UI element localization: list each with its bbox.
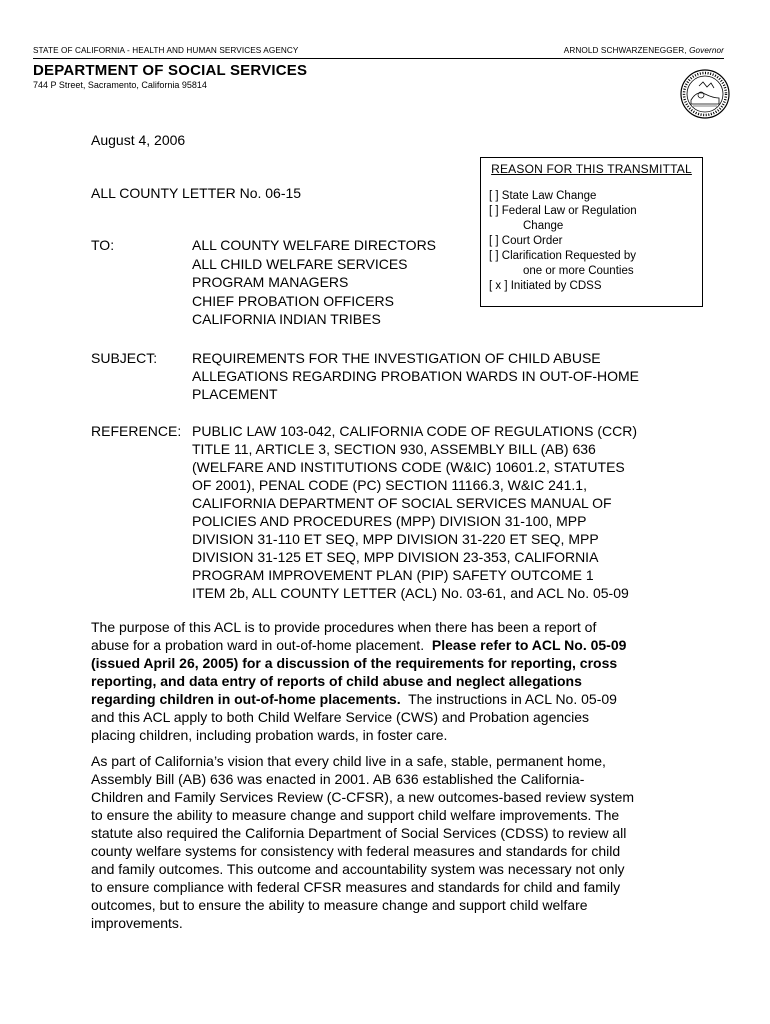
paragraph-line: placing children, including probation wards, in foster care. [91, 727, 448, 743]
paragraph-line: and family outcomes. This outcome and accountability system was necessary not only [91, 861, 625, 877]
reason-item: [ ] State Law Change [489, 190, 597, 202]
reason-item: [ ] Court Order [489, 235, 563, 247]
subject-line: PLACEMENT [192, 386, 278, 402]
reference-line: PUBLIC LAW 103-042, CALIFORNIA CODE OF REGULATIONS (CCR) [192, 423, 637, 439]
subject-label: SUBJECT: [91, 350, 158, 366]
reason-item: [ ] Federal Law or Regulation [489, 205, 637, 217]
text-bold: reporting, and data entry of reports of child abuse and neglect allegations [91, 673, 582, 689]
paragraph-line: Assembly Bill (AB) 636 was enacted in 2001. AB 636 established the California- [91, 771, 585, 787]
department-address: 744 P Street, Sacramento, California 95814 [33, 80, 207, 90]
reason-item-continuation: Change [523, 220, 564, 232]
recipient: PROGRAM MANAGERS [192, 274, 349, 290]
agency-name: STATE OF CALIFORNIA - HEALTH AND HUMAN SERVICES AGENCY [33, 46, 299, 55]
text-bold: (issued April 26, 2005) for a discussion of the requirements for reporting, cross [91, 655, 618, 671]
subject-line: REQUIREMENTS FOR THE INVESTIGATION OF CHILD ABUSE [192, 350, 601, 366]
reason-for-transmittal-box [480, 157, 703, 307]
recipient: ALL COUNTY WELFARE DIRECTORS [192, 237, 437, 253]
reference-line: POLICIES AND PROCEDURES (MPP) DIVISION 31-100, MPP [192, 513, 587, 529]
recipient: ALL CHILD WELFARE SERVICES [192, 255, 408, 272]
paragraph-line: As part of California’s vision that every child live in a safe, stable, permanent home, [91, 753, 606, 769]
state-seal-icon [679, 68, 731, 120]
header-bar [33, 44, 724, 59]
department-name: DEPARTMENT OF SOCIAL SERVICES [33, 62, 308, 79]
recipient: CALIFORNIA INDIAN TRIBES [192, 311, 381, 327]
reference-line: DIVISION 31-110 ET SEQ, MPP DIVISION 31-220 ET SEQ, MPP [192, 531, 599, 547]
letter-date: August 4, 2006 [91, 132, 186, 148]
governor-name: ARNOLD SCHWARZENEGGER, [563, 46, 687, 55]
reason-item-continuation: one or more Counties [523, 265, 634, 277]
subject-text [192, 349, 692, 403]
governor-title: Governor [689, 46, 724, 55]
reference-line: ITEM 2b, ALL COUNTY LETTER (ACL) No. 03-61, and ACL No. 05-09 [192, 585, 629, 601]
paragraph-line: statute also required the California Department of Social Services (CDSS) to review all [91, 825, 627, 841]
recipient: CHIEF PROBATION OFFICERS [192, 292, 394, 309]
paragraph-line: The purpose of this ACL is to provide procedures when there has been a report of [91, 619, 597, 635]
paragraph-line [91, 690, 691, 708]
reference-line: DIVISION 31-125 ET SEQ, MPP DIVISION 23-353, CALIFORNIA [192, 549, 599, 565]
text-bold: Please refer to ACL No. 05-09 [431, 637, 627, 653]
reason-item: [ ] Clarification Requested by [489, 250, 637, 262]
paragraph-line: improvements. [91, 915, 183, 931]
reference-line: OF 2001), PENAL CODE (PC) SECTION 11166.3, W&IC 241.1, [192, 477, 587, 493]
vision-paragraph [91, 752, 691, 932]
paragraph-line: to ensure compliance with federal CFSR measures and standards for child and family [91, 879, 621, 895]
reference-line: CALIFORNIA DEPARTMENT OF SOCIAL SERVICES MANUAL OF [192, 495, 612, 511]
governor-line [564, 46, 724, 55]
reference-line: PROGRAM IMPROVEMENT PLAN (PIP) SAFETY OUTCOME 1 [192, 567, 594, 583]
paragraph-line: county welfare systems for consistency with federal measures and standards for child [91, 843, 621, 859]
text-normal: The instructions in ACL No. 05-09 [400, 691, 617, 707]
paragraph-line [91, 672, 691, 690]
paragraph-line: and this ACL apply to both Child Welfare Service (CWS) and Probation agencies [91, 709, 590, 725]
purpose-paragraph [91, 618, 691, 744]
paragraph-line: Children and Family Services Review (C-CFSR), a new outcomes-based review system [91, 789, 635, 805]
reason-item-checked: [ x ] Initiated by CDSS [489, 280, 602, 292]
subject-line: ALLEGATIONS REGARDING PROBATION WARDS IN OUT-OF-HOME [192, 368, 640, 384]
paragraph-line [91, 654, 691, 672]
reference-line: (WELFARE AND INSTITUTIONS CODE (W&IC) 10601.2, STATUTES [192, 459, 625, 475]
paragraph-line [91, 636, 691, 654]
to-label: TO: [91, 237, 115, 253]
reference-label: REFERENCE: [91, 423, 182, 439]
paragraph-line: to ensure the ability to measure change and support child welfare improvements. The [91, 807, 620, 823]
recipient-list [192, 236, 436, 329]
text-normal: abuse for a probation ward in out-of-home placement. [91, 637, 432, 653]
reference-text [192, 422, 692, 602]
reference-line: TITLE 11, ARTICLE 3, SECTION 930, ASSEMBLY BILL (AB) 636 [192, 441, 596, 457]
reason-box-title: REASON FOR THIS TRANSMITTAL [491, 162, 692, 176]
text-bold: regarding children in out-of-home placements. [91, 691, 401, 707]
letter-number: ALL COUNTY LETTER No. 06-15 [91, 185, 302, 201]
paragraph-line: outcomes, but to ensure the ability to measure change and support child welfare [91, 897, 588, 913]
